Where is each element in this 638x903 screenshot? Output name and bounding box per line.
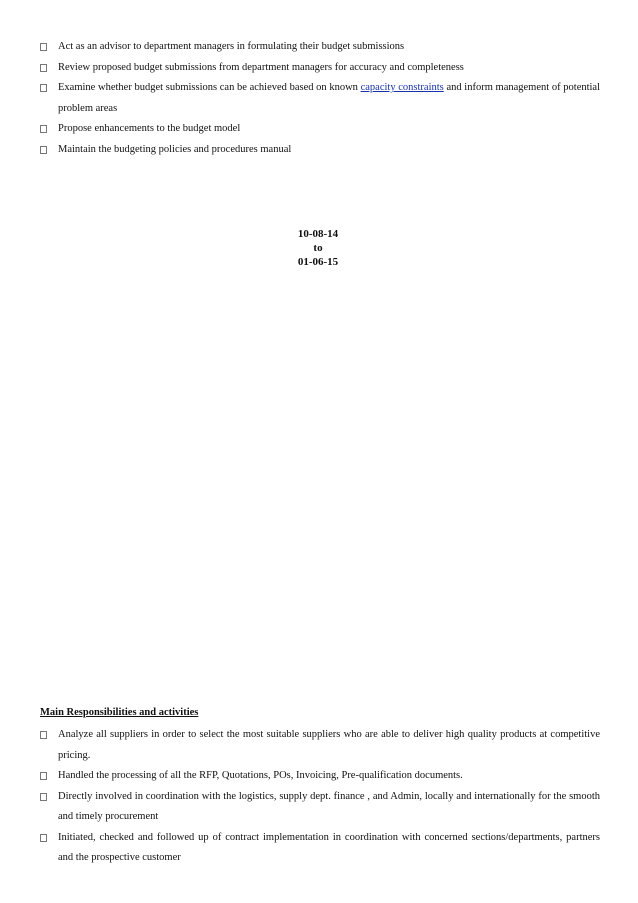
procurement-duties-list <box>40 725 600 869</box>
date-from: 10-08-14 <box>297 228 339 240</box>
list-item <box>40 725 600 766</box>
list-item-text-after: and inform management of potential problem areas <box>58 82 601 114</box>
bullet-box-icon <box>40 84 47 92</box>
date-range <box>268 227 368 269</box>
bullet-box-icon <box>40 731 47 739</box>
list-item-text: Maintain the budgeting policies and procedures manual <box>58 143 292 155</box>
list-item <box>40 787 600 828</box>
list-item-text: Initiated, checked and followed up of contract implementation in coordination with concerned sections/departments, partners and the prospective customer <box>58 831 600 863</box>
bullet-box-icon <box>40 146 47 154</box>
list-item <box>40 58 600 79</box>
list-item <box>40 78 600 119</box>
section-heading: Main Responsibilities and activities <box>40 707 199 718</box>
list-item <box>40 37 600 58</box>
list-item-text-before: Examine whether budget submissions can be achieved based on known <box>58 82 361 93</box>
bullet-box-icon <box>40 43 47 51</box>
bullet-box-icon <box>40 125 47 133</box>
bullet-box-icon <box>40 793 47 801</box>
list-item <box>40 828 600 869</box>
date-to: 01-06-15 <box>297 256 339 268</box>
list-item-text: Review proposed budget submissions from department managers for accuracy and completeness <box>58 61 464 73</box>
list-item-text: Propose enhancements to the budget model <box>58 123 241 134</box>
list-item-text: Analyze all suppliers in order to select the most suitable suppliers who are able to deliver high quality products at competitive pricing. <box>58 729 600 761</box>
list-item-text: Act as an advisor to department managers in formulating their budget submissions <box>58 41 405 52</box>
list-item <box>40 119 600 140</box>
bullet-box-icon <box>40 834 47 842</box>
date-to-label: to <box>313 242 323 254</box>
list-item <box>40 140 600 161</box>
bullet-box-icon <box>40 772 47 780</box>
list-item-text: Handled the processing of all the RFP, Quotations, POs, Invoicing, Pre-qualification documents. <box>58 770 463 781</box>
bullet-box-icon <box>40 64 47 72</box>
list-item <box>40 766 600 787</box>
capacity-constraints-link[interactable]: capacity constraints <box>360 82 444 93</box>
list-item-text: Directly involved in coordination with the logistics, supply dept. finance , and Admin, locally and internationally for the smooth and timely procurement <box>58 790 600 822</box>
budget-duties-list <box>40 37 600 160</box>
